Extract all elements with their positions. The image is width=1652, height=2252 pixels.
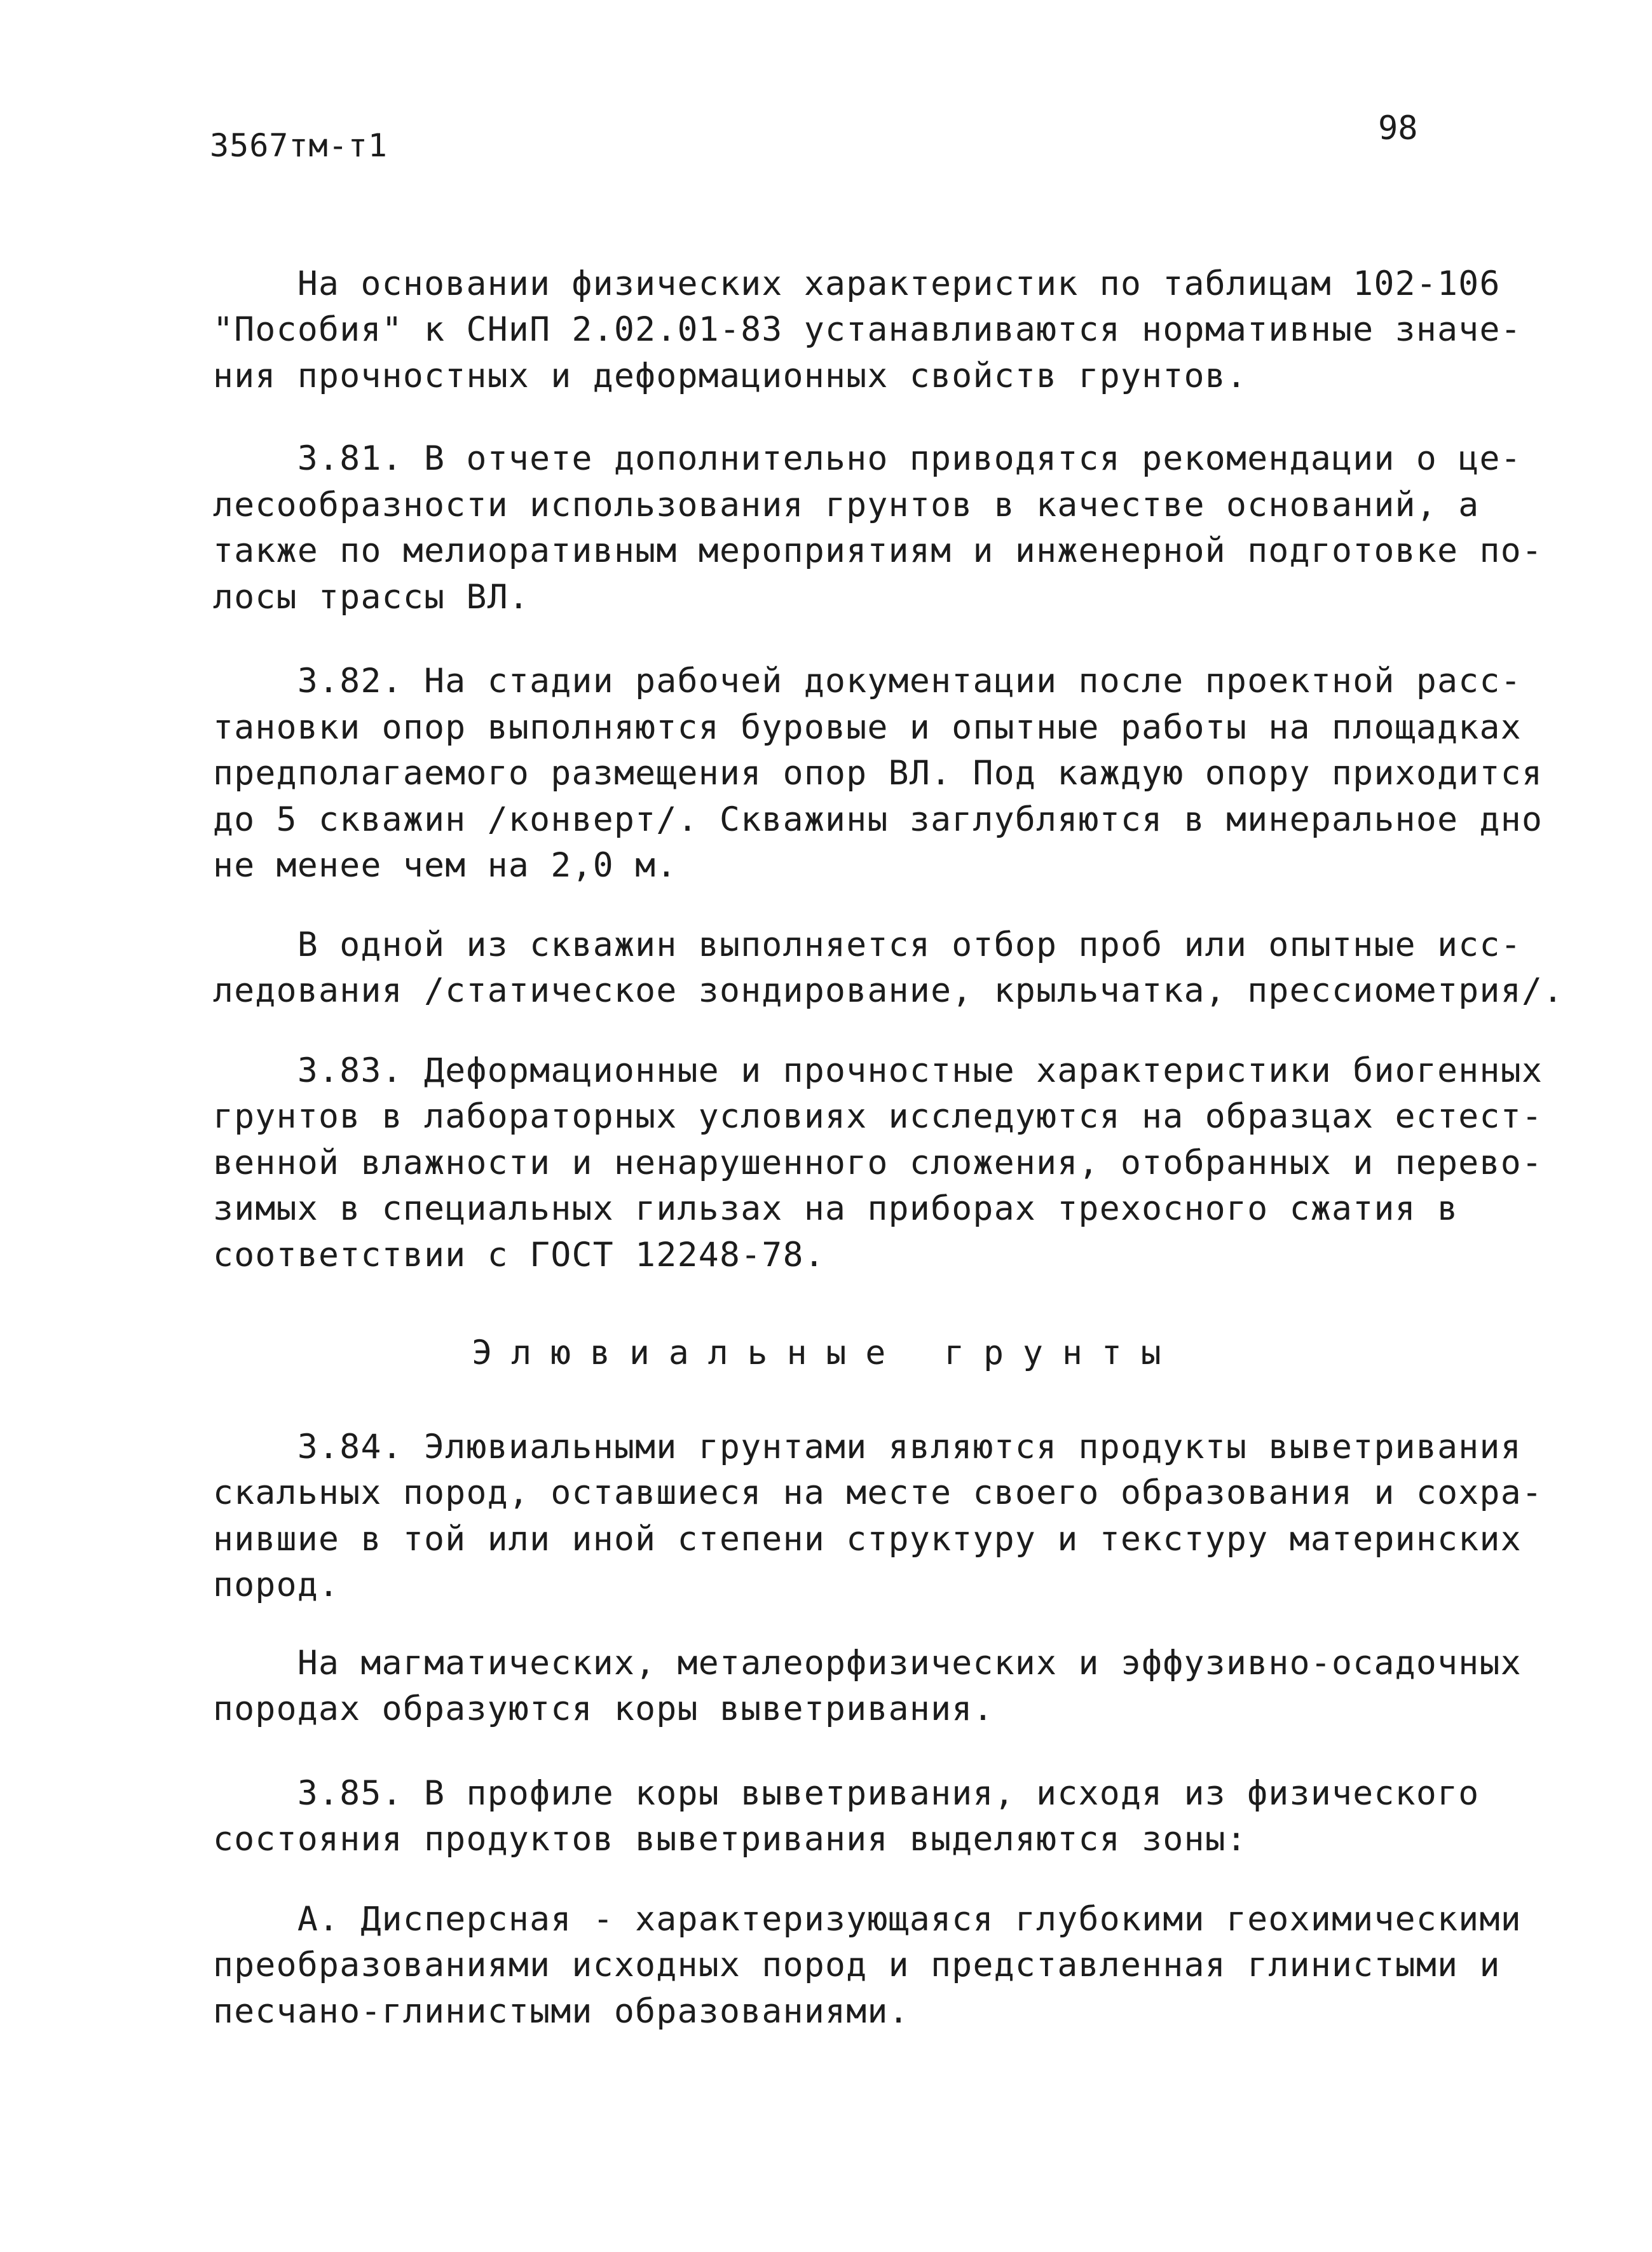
para-3-83-line: грунтов в лабораторных условиях исследуются на образцах естест-	[213, 1097, 1543, 1136]
para-a-line: А. Дисперсная - характеризующаяся глубокими геохимическими	[213, 1900, 1522, 1939]
para-3-84b-line: породах образуются коры выветривания.	[213, 1689, 994, 1728]
para-a-line: преобразованиями исходных пород и представленная глинистыми и	[213, 1946, 1501, 1984]
para-3-82-line: не менее чем на 2,0 м.	[213, 846, 678, 885]
para-a-line: песчано-глинистыми образованиями.	[213, 1992, 910, 2031]
para-3-82b-line: В одной из скважин выполняется отбор проб или опытные исс-	[213, 925, 1522, 964]
para-3-81-line: 3.81. В отчете дополнительно приводятся рекомендации о це-	[213, 439, 1522, 478]
para-3-81-line: лосы трассы ВЛ.	[213, 578, 530, 617]
para-3-81-line: лесообразности использования грунтов в качестве оснований, а	[213, 486, 1480, 524]
para-3-84-line: нившие в той или иной степени структуру и текстуру материнских	[213, 1520, 1522, 1559]
para-3-82b-line: ледования /статическое зондирование, крыльчатка, прессиометрия/.	[213, 971, 1564, 1010]
document-code: 3567тм-т1	[210, 127, 388, 164]
para-3-84-line: пород.	[213, 1566, 340, 1604]
para-3-83-line: зимых в специальных гильзах на приборах трехосного сжатия в	[213, 1189, 1459, 1228]
para-3-82-line: 3.82. На стадии рабочей документации после проектной расс-	[213, 662, 1522, 700]
para-3-83-line: 3.83. Деформационные и прочностные характеристики биогенных	[213, 1051, 1543, 1090]
para-3-83-line: венной влажности и ненарушенного сложения, отобранных и перево-	[213, 1143, 1543, 1182]
intro-line: ния прочностных и деформационных свойств грунтов.	[213, 357, 1248, 395]
para-3-83-line: соответствии с ГОСТ 12248-78.	[213, 1236, 826, 1274]
intro-line: На основании физических характеристик по таблицам 102-106	[213, 264, 1501, 303]
para-3-82-line: до 5 скважин /конверт/. Скважины заглубляются в минеральное дно	[213, 800, 1543, 839]
para-3-81-line: также по мелиоративным мероприятиям и инженерной подготовке по-	[213, 531, 1543, 570]
section-heading: Элювиальные грунты	[472, 1334, 1180, 1372]
para-3-85-line: состояния продуктов выветривания выделяются зоны:	[213, 1820, 1248, 1859]
para-3-85-line: 3.85. В профиле коры выветривания, исходя из физического	[213, 1774, 1480, 1813]
para-3-82-line: предполагаемого размещения опор ВЛ. Под каждую опору приходится	[213, 754, 1543, 793]
para-3-84-line: скальных пород, оставшиеся на месте своего образования и сохра-	[213, 1473, 1543, 1512]
para-3-82-line: тановки опор выполняются буровые и опытные работы на площадках	[213, 708, 1522, 747]
para-3-84-line: 3.84. Элювиальными грунтами являются продукты выветривания	[213, 1428, 1522, 1466]
page-number: 98	[1378, 109, 1418, 147]
para-3-84b-line: На магматических, металеорфизических и эффузивно-осадочных	[213, 1644, 1522, 1682]
intro-line: "Пособия" к СНиП 2.02.01-83 устанавливаются нормативные значе-	[213, 310, 1522, 349]
